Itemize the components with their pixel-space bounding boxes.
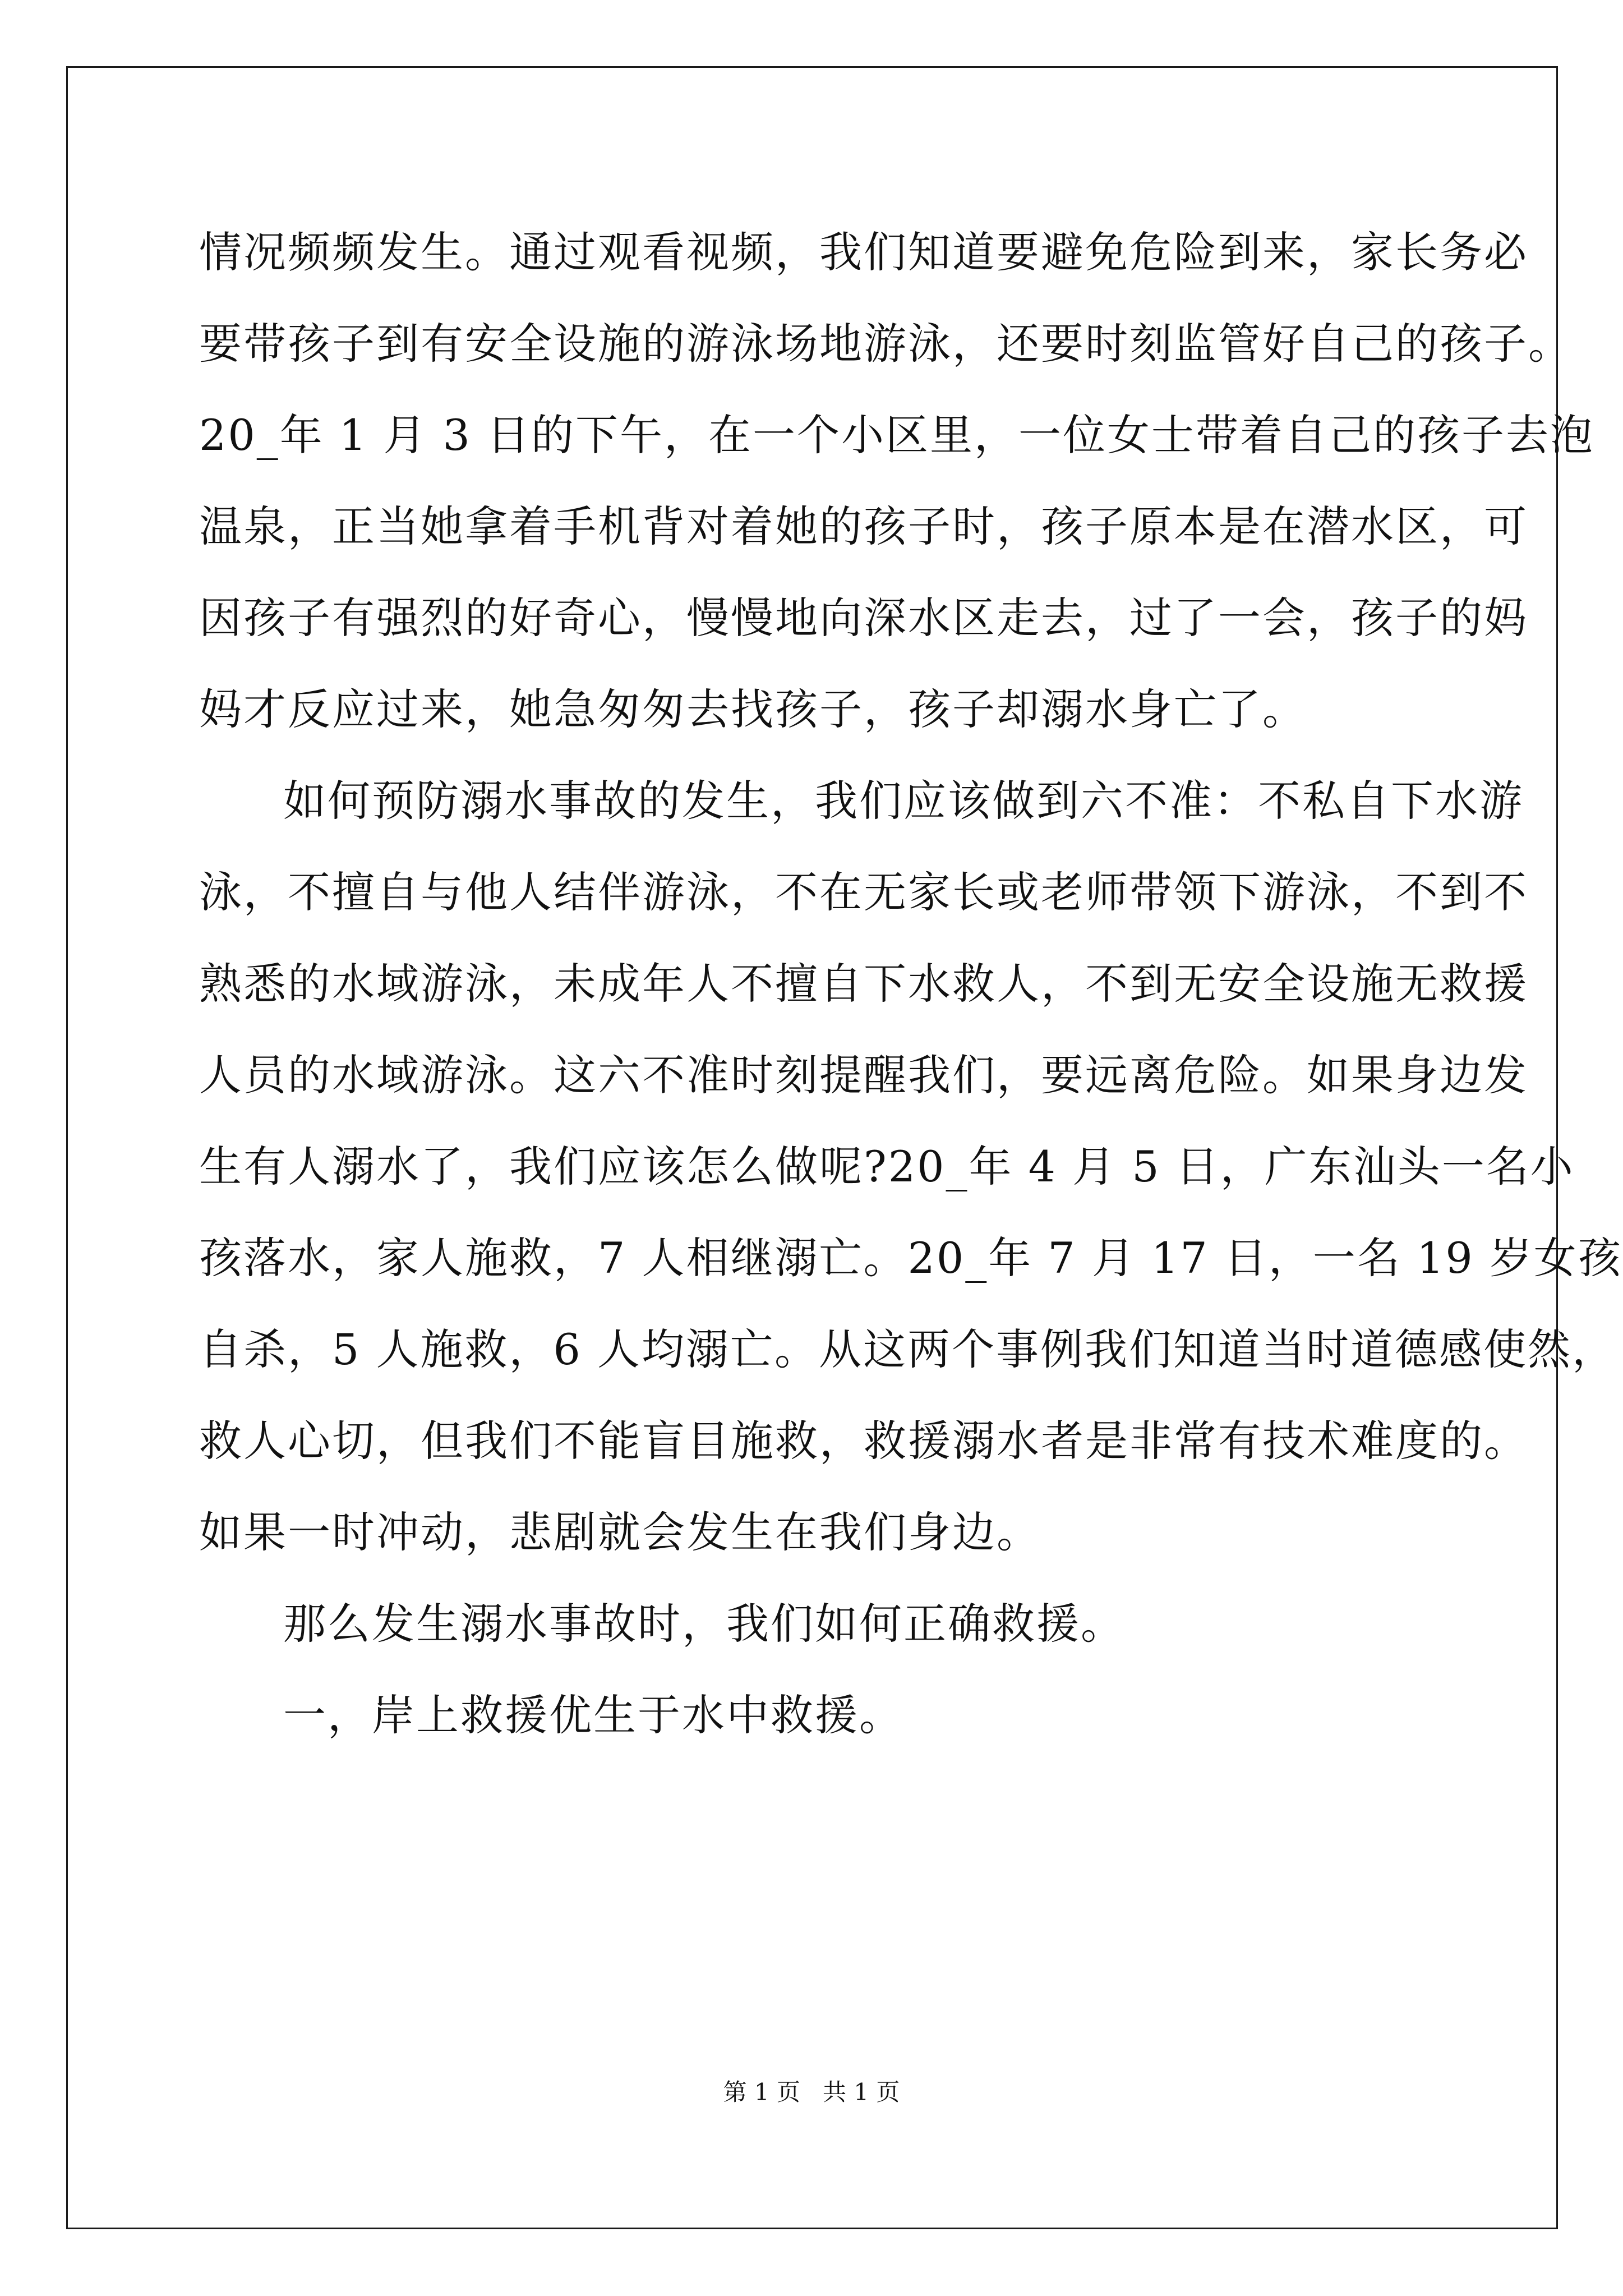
text-line: 泳，不擅自与他人结伴游泳，不在无家长或老师带领下游泳，不到不: [199, 867, 1528, 917]
text-line: 因孩子有强烈的好奇心，慢慢地向深水区走去，过了一会，孩子的妈: [199, 593, 1528, 643]
page-footer: [0, 2078, 1623, 2106]
text-line: 20_年 1 月 3 日的下午，在一个小区里，一位女士带着自己的孩子去泡: [199, 410, 1595, 460]
text-line: 人员的水域游泳。这六不准时刻提醒我们，要远离危险。如果身边发: [199, 1050, 1528, 1100]
text-line: 那么发生溺水事故时，我们如何正确救援。: [283, 1599, 1125, 1649]
page-number: 第 1 页: [723, 2078, 800, 2106]
text-line: 如果一时冲动，悲剧就会发生在我们身边。: [199, 1507, 1041, 1557]
text-line: 情况频频发生。通过观看视频，我们知道要避免危险到来，家长务必: [199, 227, 1528, 277]
text-line: 温泉，正当她拿着手机背对着她的孩子时，孩子原本是在潜水区，可: [199, 501, 1528, 551]
text-line: 生有人溺水了，我们应该怎么做呢?20_年 4 月 5 日，广东汕头一名小: [199, 1142, 1575, 1191]
text-line: 一，岸上救援优生于水中救援。: [283, 1690, 903, 1740]
text-line: 妈才反应过来，她急匆匆去找孩子，孩子却溺水身亡了。: [199, 684, 1307, 734]
text-line: 要带孩子到有安全设施的游泳场地游泳，还要时刻监管好自己的孩子。: [199, 319, 1573, 369]
text-line: 熟悉的水域游泳，未成年人不擅自下水救人，不到无安全设施无救援: [199, 959, 1528, 1009]
text-line: 孩落水，家人施救，7 人相继溺亡。20_年 7 月 17 日，一名 19 岁女孩: [199, 1233, 1622, 1283]
text-line: 如何预防溺水事故的发生，我们应该做到六不准：不私自下水游: [283, 776, 1524, 826]
page-total: 共 1 页: [823, 2078, 900, 2106]
text-line: 自杀，5 人施救，6 人均溺亡。从这两个事例我们知道当时道德感使然，: [199, 1324, 1617, 1374]
text-line: 救人心切，但我们不能盲目施救，救援溺水者是非常有技术难度的。: [199, 1416, 1528, 1466]
